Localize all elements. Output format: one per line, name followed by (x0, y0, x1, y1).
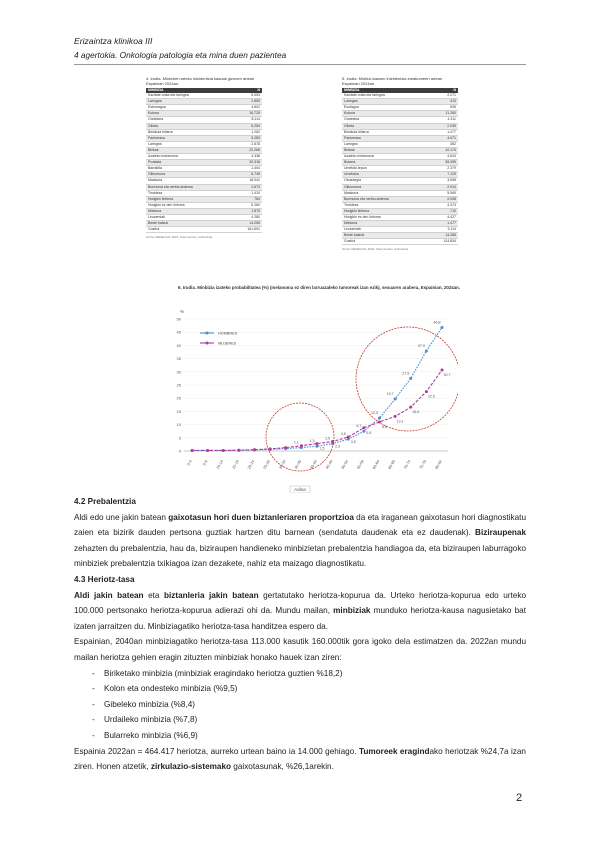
table-left-cell-n: 2.673 (232, 184, 262, 190)
x-tick-label: 55-59 (356, 459, 365, 470)
series-line-mujeres (192, 370, 442, 451)
data-label-mujeres: 16,6 (412, 410, 420, 415)
x-tick-label: 20-24 (247, 459, 256, 470)
table-right-cell-cancer: Tiroidesa (342, 202, 428, 208)
table-right-cell-n: 11.260 (428, 111, 458, 117)
mortality-paragraph-2: Espainian, 2040an minbiziagatiko heriotza-tasa 113.000 kasutik 160.000tik gora igoko dela estimatzen da. 2022an mundu mailan heriotza gehien eragin zituzten minbiziak honako hauek izan ziren: (74, 637, 526, 662)
table-left-cell-cancer: Kolona (146, 111, 232, 117)
table-left-cell-cancer: Besikula biliarra (146, 129, 232, 135)
table-left-header-cancer: MINBIZIA (146, 88, 232, 93)
table-right-cell-cancer: Maskuria (342, 190, 428, 196)
table-left-cell-cancer: Estomagoa (146, 105, 232, 111)
table-right-cell-cancer: Umetokia (342, 172, 428, 178)
data-point-mujeres (425, 390, 428, 393)
table-right-cell-n: 7.129 (428, 172, 458, 178)
data-point-mujeres (206, 449, 209, 452)
table-right-cell-n: 2.271 (428, 93, 458, 99)
table-right-cell-n: 4.543 (428, 154, 458, 160)
highlight-circle-older-ages (356, 327, 458, 431)
table-left-cell-cancer: Barrabila (146, 166, 232, 172)
table-right-cell-n: 710 (428, 208, 458, 214)
data-label-mujeres: 2,3 (335, 444, 341, 449)
x-tick-label: 5-9 (202, 459, 209, 467)
table-left (146, 88, 262, 233)
table-right-cell-cancer: Laringea (342, 99, 428, 105)
data-label-hombres: 19,7 (386, 391, 394, 396)
data-label-hombres: 37,9 (417, 343, 425, 348)
data-point-mujeres (300, 444, 303, 447)
data-label-hombres: 46,8 (433, 320, 441, 325)
x-tick-label: 50-54 (340, 459, 350, 470)
table-left-cell-n: 1.404 (232, 166, 262, 172)
bold-term: zirkulazio-sistemako (150, 762, 232, 772)
data-label-mujeres: 22,5 (427, 394, 435, 399)
table-right-cell-cancer: Ondestea (342, 117, 428, 123)
data-point-hombres (394, 397, 397, 400)
list-item (74, 712, 526, 728)
table-left-caption: 4. Irudia. Minbizien arteko intzidentzia kasuak gizonen artean Espainian 2024an. (146, 76, 255, 86)
data-label-hombres: 12,5 (371, 411, 378, 415)
text-run: eta (143, 590, 164, 600)
list-dash: - (92, 730, 95, 740)
table-left-cell-cancer: Tiroidesa (146, 190, 232, 196)
table-left-cell-cancer: Burmuina eta nerbio-sistema (146, 184, 232, 190)
section-title-mortality: 4.3 Heriotz-tasa (74, 574, 135, 584)
list-item-text: Urdaileko minbizia (%7,8) (104, 715, 198, 725)
table-left-cell-n: 4.280 (232, 214, 262, 220)
data-label-hombres: 27,5 (402, 371, 410, 376)
x-tick-label: 45-49 (325, 459, 334, 470)
x-tick-label: 10-14 (215, 459, 225, 470)
list-dash: - (92, 684, 95, 694)
table-right-cell-cancer: Obulutegia (342, 178, 428, 184)
table-right-cell-cancer: Bularra (342, 160, 428, 166)
page-number: 2 (516, 792, 523, 804)
data-point-mujeres (284, 446, 287, 449)
table-left-cell-cancer: Mieloma (146, 208, 232, 214)
legend-label-hombres: HOMBRES (218, 331, 238, 336)
table-left-cell-cancer: Prostata (146, 160, 232, 166)
table-right-cell-n: 382 (428, 141, 458, 147)
data-label-hombres: 2,5 (325, 436, 331, 441)
data-point-hombres (362, 430, 365, 433)
data-label-hombres: 4,5 (340, 432, 346, 437)
data-point-mujeres (347, 436, 350, 439)
y-tick-label: 0 (178, 448, 181, 454)
table-right-cell-n: 2.008 (428, 196, 458, 202)
data-point-mujeres (222, 449, 225, 452)
table-right-cell-cancer: Hodgkin ez den linfoma (342, 214, 428, 220)
table-left-cell-cancer: Hodgkin ez den linfoma (146, 202, 232, 208)
table-left-cell-cancer: Maskuria (146, 178, 232, 184)
x-tick-label: 60-64 (372, 459, 381, 470)
table-left-cell-n: 161.691 (232, 227, 262, 233)
text-run: gertatutako heriotza-kopurua da. Urteko heriotza-kopurua edo urteko 100.000 pertsonako heriotza-kopurua adierazi ohi da. Mundu mailan, (74, 590, 527, 616)
table-left-cell-cancer: Guztira (146, 227, 232, 233)
x-tick-label: 25-29 (262, 459, 271, 470)
table-right-header-n: N (428, 88, 458, 93)
table-left-cell-n: 5.053 (232, 93, 262, 99)
table-right-cell-n: 4.311 (428, 117, 458, 123)
list-item (74, 666, 526, 682)
header-divider (74, 64, 526, 65)
data-label-hombres: 6,7 (356, 424, 362, 429)
table-left-cell-n: 30.316 (232, 160, 262, 166)
table-left-cell-n: 16.725 (232, 111, 262, 117)
bold-term: Tumoreek eragind (358, 746, 430, 756)
bold-term: gaixotasun hori duen biztanleriaren proportzioa (168, 512, 354, 522)
table-right-cell-cancer: Mieloma (342, 221, 428, 227)
data-point-mujeres (269, 447, 272, 450)
table-right-cell-cancer: Besikula biliarra (342, 129, 428, 135)
list-item-text: Kolon eta ondesteko minbizia (%9,5) (104, 684, 238, 694)
y-tick-label: 45 (176, 329, 181, 335)
table-right-cell-n: 14.256 (428, 233, 458, 239)
table-right-cell-cancer: Umetoki-lepoa (342, 166, 428, 172)
text-run: gaixotasunak, %26,1arekin. (231, 762, 334, 772)
text-run: munduko heriotza-kausa nagusietako bat izaten jarraitzen du. Minbiziagatiko heriotza-tasa handitzea espero da. (74, 606, 526, 631)
course-title: Erizaintza klinikoa III (74, 36, 153, 46)
legend-marker-mujeres (206, 342, 209, 345)
body-text (74, 494, 526, 775)
table-left-cell-cancer: Ondestea (146, 117, 232, 123)
chart-caption: 6. Irudia. Minbizia izateko probabilitatea (%) (melanoma ez diren larruazaleko tumoreak izan ezik), sexuaren arabera, Espainian, 2024an. (178, 285, 461, 290)
table-right-block (342, 76, 458, 253)
text-run: Espainia 2022an = 464.417 heriotza, aurreko urtean baino ia 14.000 gehiago. (74, 746, 359, 756)
table-right-cell-cancer: Burmuina eta nerbio-sistema (342, 196, 428, 202)
table-right-cell-n: 4.427 (428, 214, 458, 220)
table-right-cell-n: 124.834 (428, 239, 458, 245)
data-label-hombres: 1,1 (293, 440, 299, 445)
table-right-cell-cancer: Laringea (342, 141, 428, 147)
data-point-mujeres (253, 448, 256, 451)
table-right-cell-n: 5.069 (428, 190, 458, 196)
data-label-hombres: 1,3 (309, 439, 315, 444)
table-left-cell-n: 1.262 (232, 129, 262, 135)
table-right-cell-cancer: Giltzurruna (342, 184, 428, 190)
data-label-mujeres: 13,1 (396, 419, 404, 424)
data-label-mujeres: 30,7 (443, 372, 451, 377)
table-right-cell-cancer: Gibela (342, 123, 428, 129)
data-point-mujeres (409, 406, 412, 409)
data-point-hombres (425, 349, 428, 352)
table-left-cell-n: 6.745 (232, 172, 262, 178)
bold-term: minbiziak (333, 606, 371, 616)
x-tick-label: 15-19 (231, 459, 240, 470)
table-right-cell-n: 2.914 (428, 184, 458, 190)
table-left-cell-n: 18.041 (232, 178, 262, 184)
y-tick-label: 35 (176, 356, 181, 362)
table-right-source: Iturria: REDECAN, 2024. Kasu berrien estimazioa (342, 247, 409, 252)
table-left-cell-cancer: Birikak (146, 147, 232, 153)
section-title-prevalence: 4.2 Prebalentzia (74, 497, 136, 506)
unit-title: 4 agertokia. Onkologia patologia eta mina duen pazientea (74, 50, 287, 60)
y-tick-label: 20 (176, 395, 181, 401)
data-label-mujeres: 1,5 (319, 446, 325, 451)
table-right-cell-n: 4.373 (428, 202, 458, 208)
table-left-cell-n: 5.254 (232, 123, 262, 129)
series-line-hombres (192, 327, 442, 450)
table-right-cell-cancer: Guztira (342, 239, 428, 245)
table-left-header-n: N (232, 88, 262, 93)
list-item (74, 681, 526, 697)
table-right-cell-cancer: Beste batzuk (342, 233, 428, 239)
table-left-cell-cancer: Azaleko melanoma (146, 154, 232, 160)
legend-label-mujeres: MUJERES (218, 341, 237, 346)
x-tick-label: 80-84 (434, 459, 443, 470)
table-right-cell-n: 2.035 (428, 123, 458, 129)
table-left-cell-n: 1.870 (232, 208, 262, 214)
table-left-cell-cancer: Gibela (146, 123, 232, 129)
table-left-cell-n: 4.802 (232, 105, 262, 111)
y-tick-label: 30 (176, 369, 181, 375)
list-item-text: Gibeleko minbizia (%8,4) (104, 699, 196, 709)
mortality-cancer-list (74, 666, 526, 744)
table-left-cell-n: 2.850 (232, 99, 262, 105)
data-point-hombres (409, 377, 412, 380)
bold-term: Aldi jakin batean (74, 590, 144, 600)
table-right-cell-n: 10.174 (428, 147, 458, 153)
prevalence-paragraph (74, 510, 526, 572)
table-right-cell-cancer: Esofagoa (342, 105, 428, 111)
table-right-cell-n: 413 (428, 99, 458, 105)
y-tick-label: 50 (176, 316, 181, 322)
list-dash: - (92, 668, 95, 678)
y-tick-label: 10 (176, 422, 181, 428)
list-dash: - (92, 715, 95, 725)
table-right-cell-n: 2.379 (428, 166, 458, 172)
table-left-row (146, 227, 262, 233)
table-left-cell-cancer: Leuzemiak (146, 214, 232, 220)
table-right (342, 88, 458, 245)
x-tick-label: 0-4 (186, 459, 193, 467)
data-point-hombres (441, 326, 444, 329)
text-run: da eta iraganean gaixotasun hori diagnostikatu zaien eta bizirik dauden pertsona guztiak hartzen ditu barnean (sendatuta daudenak eta ez daudenak). (74, 512, 527, 538)
table-left-cell-n: 4.338 (232, 154, 262, 160)
x-tick-label: 30-34 (278, 459, 287, 470)
text-run: ako heriotzak %24,7a izan ziren. Honen atzetik, (74, 746, 526, 772)
table-left-cell-cancer: Pankreasa (146, 135, 232, 141)
mortality-paragraph-3 (74, 744, 526, 775)
x-tick-label: 75-79 (418, 459, 428, 470)
table-right-cell-cancer: Kolona (342, 111, 428, 117)
chart-container (168, 303, 458, 498)
table-right-cell-n: 3.598 (428, 178, 458, 184)
table-left-cell-cancer: Giltzurruna (146, 172, 232, 178)
table-left-block (146, 76, 262, 240)
table-right-cell-cancer: Birikak (342, 147, 428, 153)
y-tick-label: 40 (176, 342, 181, 348)
list-item (74, 697, 526, 713)
table-left-cell-cancer: Laringea (146, 141, 232, 147)
table-left-cell-cancer: Kavitate orala eta faringea (146, 93, 232, 99)
y-tick-label: 25 (176, 382, 181, 388)
table-left-cell-n: 1.410 (232, 190, 262, 196)
table-right-cell-n: 1.477 (428, 129, 458, 135)
table-right-cell-n: 3.114 (428, 227, 458, 233)
table-right-cell-n: 535 (428, 105, 458, 111)
table-right-cell-cancer: Hodgkin linfoma (342, 208, 428, 214)
y-tick-label: 15 (176, 408, 181, 414)
text-run: zehazten du prebalentzia, hau da, biziraupen handieneko minbizietan prebalentzia handiagoa da, eta biziraupen laburragoko minbiziek prebalentzia txikiagoa izan dezakete, nahiz eta maizago diagnostikatu. (74, 543, 527, 569)
data-point-hombres (378, 417, 381, 420)
bold-term: biztanleria jakin batean (164, 590, 259, 600)
x-axis-label: Adina (294, 487, 306, 492)
data-label-mujeres: 3,5 (350, 440, 356, 445)
table-left-cell-n: 784 (232, 196, 262, 202)
y-tick-label: 5 (178, 435, 181, 441)
table-right-row (342, 239, 458, 245)
data-point-hombres (316, 445, 319, 448)
table-right-cell-n: 1.477 (428, 221, 458, 227)
legend-marker-hombres (206, 332, 209, 335)
data-point-mujeres (237, 449, 240, 452)
text-run: Aldi edo une jakin batean (74, 512, 169, 522)
table-left-cell-cancer: Beste batzuk (146, 221, 232, 227)
table-left-source: Iturria: REDECAN, 2024. Kasu berrien estimazioa (146, 235, 213, 240)
list-item-text: Bularreko minbizia (%6,9) (104, 730, 198, 740)
table-left-cell-n: 2.878 (232, 141, 262, 147)
data-label-mujeres: 5,5 (366, 430, 372, 435)
list-dash: - (92, 699, 95, 709)
data-point-mujeres (394, 415, 397, 418)
table-right-header-cancer: MINBIZIA (342, 88, 428, 93)
table-left-cell-n: 22.266 (232, 147, 262, 153)
table-right-cell-cancer: Kavitate orala eta faringea (342, 93, 428, 99)
table-left-cell-n: 8.114 (232, 117, 262, 123)
table-right-cell-cancer: Azaleko melanoma (342, 154, 428, 160)
table-right-caption: 5. Irudia. Minbizi-kasuen intzidentzia emakumeen artean Espainian 2024an. (342, 76, 443, 86)
table-left-cell-n: 5.260 (232, 202, 262, 208)
table-right-cell-cancer: Pankreasa (342, 135, 428, 141)
table-left-cell-cancer: Hodgkin linfoma (146, 196, 232, 202)
data-point-mujeres (316, 442, 319, 445)
list-item (74, 728, 526, 744)
table-right-cell-n: 4.671 (428, 135, 458, 141)
data-point-mujeres (441, 368, 444, 371)
data-point-mujeres (191, 449, 194, 452)
list-item-text: Biriketako minbizia (minbiziak eragindako heriotza guztien %18,2) (104, 668, 343, 678)
table-left-cell-n: 14.256 (232, 221, 262, 227)
x-tick-label: 65-69 (387, 459, 396, 470)
table-right-cell-cancer: Leuzemiak (342, 227, 428, 233)
x-tick-label: 40-44 (309, 459, 318, 470)
mortality-paragraph-1 (74, 588, 526, 635)
table-right-cell-n: 36.395 (428, 160, 458, 166)
data-point-mujeres (362, 426, 365, 429)
x-tick-label: 70-74 (403, 459, 412, 470)
y-axis-label: % (180, 309, 185, 314)
data-label-mujeres: 8,8 (382, 424, 387, 429)
bold-term: Biziraupenak (475, 528, 526, 538)
table-left-cell-cancer: Laringea (146, 99, 232, 105)
x-tick-label: 35-39 (293, 459, 303, 470)
probability-line-chart (168, 303, 458, 493)
table-left-cell-n: 5.283 (232, 135, 262, 141)
